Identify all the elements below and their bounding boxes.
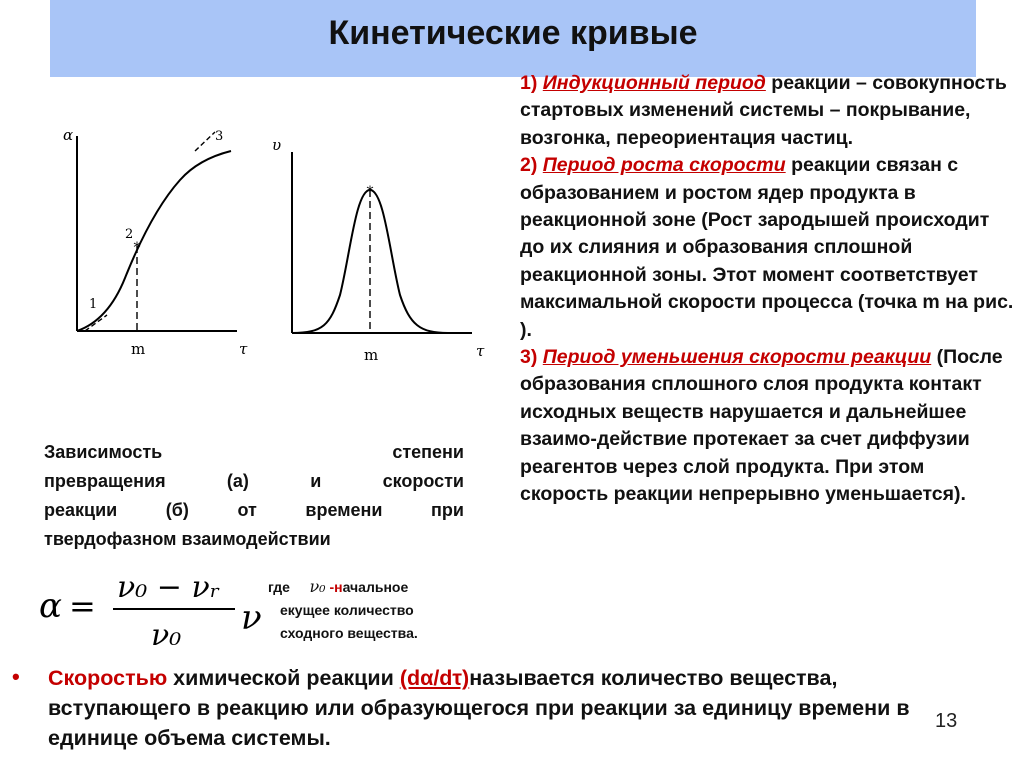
bullet-icon: •: [12, 664, 20, 689]
formula-nu: ν: [241, 598, 262, 638]
rate-formula: (dα/dτ): [399, 666, 470, 690]
graph-b-x-label: τ: [476, 342, 485, 360]
formula-note: где ν₀ -начальное екущее количество сходного вещества.: [268, 577, 418, 641]
graph-a-mark-1: 1: [89, 297, 98, 312]
growth-period-paragraph: 2) Период роста скорости реакции связан с образованием и ростом ядер продукта в реакционной зоне (Рост зародышей происходит до их слияния и образования сплошной реакционной зоны. Этот момент соответствует максимальной скорости процесса (точка m на рис. ).: [520, 154, 1014, 341]
decrease-period-paragraph: 3) Период уменьшения скорости реакции (После образования сплошного слоя продукта контакт исходных веществ нарушается и дальнейшее взаимо-действие протекает за счет диффузии реагентов через слой продукта. При этом скорость реакции непрерывно уменьшается).: [520, 346, 1003, 506]
rate-term: Скоростью: [48, 666, 168, 690]
graph-a-y-label: α: [63, 126, 74, 144]
graphs-caption: Зависимость степени превращения (а) и скорости реакции (б) от времени при твердофазном взаимодействии: [44, 442, 464, 549]
title-bar: [50, 0, 976, 77]
graph-a-tangent-1: [85, 315, 107, 331]
graph-a-mark-2: 2: [125, 227, 134, 242]
growth-period-term: Период роста скорости: [542, 154, 786, 177]
graph-conversion: [55, 118, 255, 368]
graph-a-curve: [77, 151, 231, 331]
formula-equals: =: [69, 587, 96, 625]
graph-a-m-label: m: [131, 340, 146, 358]
graph-a-x-label: τ: [239, 340, 248, 358]
page-number: 13: [935, 710, 958, 732]
description-text: [520, 70, 1015, 509]
decrease-period-term: Период уменьшения скорости реакции: [542, 346, 932, 369]
graph-b-y-label: υ: [272, 136, 282, 154]
graph-a-tangent-3: [195, 132, 215, 151]
formula-alpha: α: [39, 586, 62, 626]
formula-numerator: ν₀ − νᵣ: [117, 570, 221, 605]
graph-b-peak-point: *: [366, 184, 374, 200]
graph-b-m-label: m: [364, 346, 379, 364]
induction-period-term: Индукционный период: [542, 72, 766, 94]
conversion-formula: [35, 565, 275, 655]
slide-title: Кинетические кривые: [328, 14, 698, 52]
graph-a-inflection-point: *: [133, 240, 141, 256]
rate-definition: Скоростью химической реакции (dα/dτ)называется количество вещества, вступающего в реакцию или образующегося при реакции за единицу времени в единице объема системы.: [48, 666, 910, 750]
graph-a-mark-3: 3: [215, 129, 224, 144]
formula-denominator: ν₀: [151, 618, 182, 653]
graph-rate: [268, 130, 498, 370]
induction-period-paragraph: 1) Индукционный период реакции – совокупность стартовых изменений системы – покрывание, возгонка, переориентация частиц.: [520, 72, 1007, 149]
